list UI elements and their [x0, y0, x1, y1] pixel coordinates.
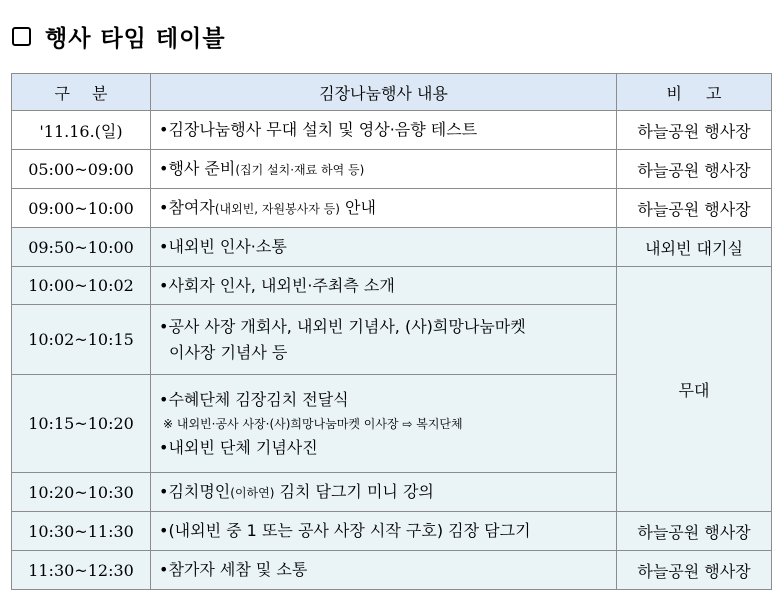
content-subtext: (집기 설치·재료 하역 등) — [235, 162, 365, 177]
table-row — [12, 267, 772, 305]
content-text: 사회자 인사, 내외빈·주최측 소개 — [168, 275, 395, 295]
timetable — [11, 73, 772, 590]
bullet: • — [159, 120, 169, 139]
table-row — [12, 228, 772, 267]
row-note-stage: 무대 — [617, 267, 772, 512]
row-content — [151, 375, 617, 473]
bullet: • — [159, 521, 169, 540]
content-text: 김장나눔행사 무대 설치 및 영상·음향 테스트 — [168, 120, 478, 139]
row-note: 내외빈 대기실 — [617, 228, 772, 267]
content-text: 행사 준비 — [168, 158, 236, 178]
row-content — [151, 305, 617, 375]
table-row — [12, 189, 772, 228]
row-time: '11.16.(일) — [12, 111, 151, 150]
row-note: 하늘공원 행사장 — [617, 189, 772, 228]
content-text: 공사 사장 개회사, 내외빈 기념사, (사)희망나눔마켓 — [168, 316, 526, 336]
header-col-note: 비고 — [617, 74, 772, 111]
row-time: 09:50~10:00 — [12, 228, 151, 267]
row-content — [151, 189, 617, 228]
row-note: 하늘공원 행사장 — [617, 150, 772, 189]
header-col-division: 구분 — [12, 74, 151, 111]
header-col-content: 김장나눔행사 내용 — [151, 74, 617, 111]
content-subtext: ※ 내외빈·공사 사장·(사)희망나눔마켓 이사장 ⇨ 복지단체 — [163, 416, 463, 431]
bullet: • — [159, 481, 169, 501]
title-row — [12, 20, 226, 52]
row-content — [151, 150, 617, 189]
page-title: 행사 타임 테이블 — [45, 25, 226, 52]
checkbox-icon — [12, 27, 31, 46]
row-content — [151, 111, 617, 150]
row-content — [151, 551, 617, 590]
content-text: 수혜단체 김장김치 전달식 — [168, 389, 349, 409]
row-time: 09:00~10:00 — [12, 189, 151, 228]
table-row — [12, 150, 772, 189]
row-time: 05:00~09:00 — [12, 150, 151, 189]
row-time: 10:00~10:02 — [12, 267, 151, 305]
content-text: (내외빈 중 1 또는 공사 사장 시작 구호) 김장 담그기 — [168, 521, 531, 540]
bullet: • — [159, 389, 169, 409]
row-content — [151, 512, 617, 551]
content-text: 참여자 — [168, 197, 215, 217]
row-content — [151, 267, 617, 305]
content-text: 내외빈 인사·소통 — [168, 237, 287, 256]
row-time: 10:20~10:30 — [12, 473, 151, 512]
content-subtext: (이하연) — [230, 485, 275, 500]
bullet: • — [159, 437, 169, 457]
table-row — [12, 512, 772, 551]
content-text: 내외빈 단체 기념사진 — [168, 437, 318, 457]
bullet: • — [159, 158, 169, 178]
content-text-continued: 이사장 기념사 등 — [169, 342, 288, 362]
row-time: 11:30~12:30 — [12, 551, 151, 590]
row-time: 10:15~10:20 — [12, 375, 151, 473]
content-subtext: (내외빈, 자원봉사자 등) — [214, 201, 340, 216]
row-note: 하늘공원 행사장 — [617, 111, 772, 150]
row-time: 10:30~11:30 — [12, 512, 151, 551]
row-note: 하늘공원 행사장 — [617, 551, 772, 590]
table-row — [12, 111, 772, 150]
content-tail: 안내 — [339, 197, 376, 217]
content-tail: 김치 담그기 미니 강의 — [274, 481, 434, 501]
bullet: • — [159, 560, 169, 579]
row-content — [151, 473, 617, 512]
row-note: 하늘공원 행사장 — [617, 512, 772, 551]
content-text: 참가자 세참 및 소통 — [168, 560, 308, 579]
bullet: • — [159, 275, 169, 295]
bullet: • — [159, 237, 169, 256]
header-row — [12, 74, 772, 111]
content-text: 김치명인 — [168, 481, 231, 501]
row-time: 10:02~10:15 — [12, 305, 151, 375]
row-content — [151, 228, 617, 267]
table-row — [12, 551, 772, 590]
bullet: • — [159, 316, 169, 336]
bullet: • — [159, 197, 169, 217]
